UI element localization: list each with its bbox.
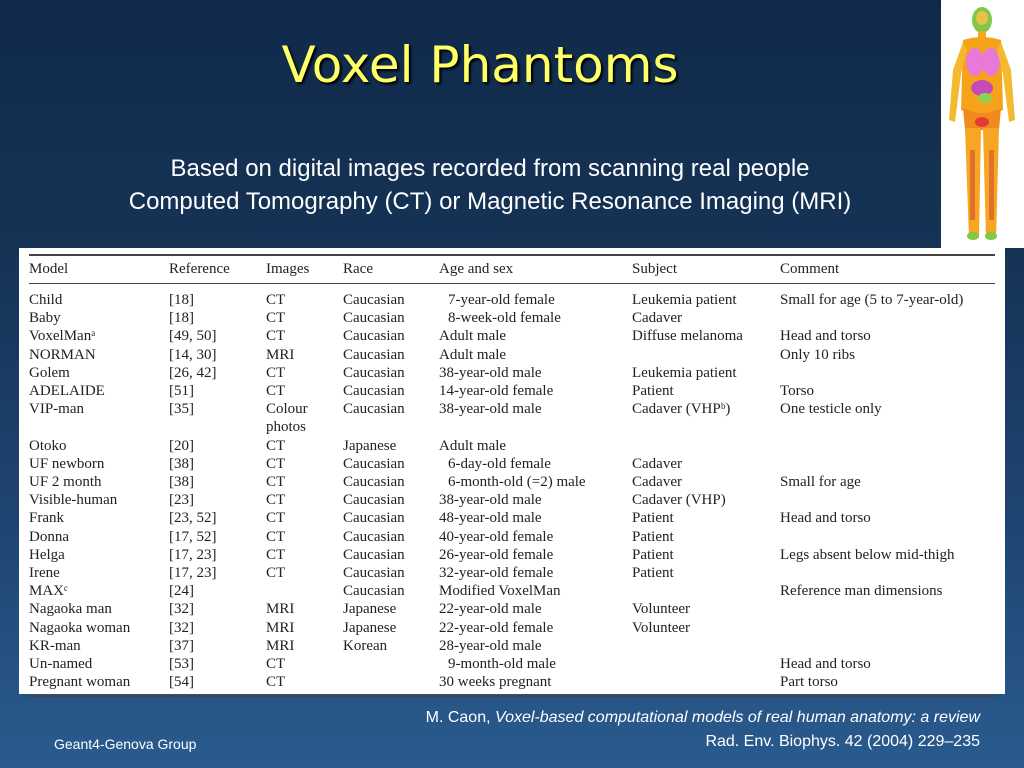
table-body xyxy=(29,284,995,697)
cell-model: UF newborn xyxy=(29,455,105,472)
voxel-phantom-image xyxy=(941,0,1024,248)
cell-comment xyxy=(780,637,995,655)
cell-comment xyxy=(780,364,995,382)
cell-reference: [26, 42] xyxy=(169,364,217,381)
cell-images: CT xyxy=(266,292,286,308)
table-header-row xyxy=(29,255,995,284)
table-row xyxy=(29,382,995,400)
cell-subject xyxy=(632,637,780,655)
cell-comment: One testicle only xyxy=(780,401,882,418)
cell-images: CT xyxy=(266,310,286,327)
cell-subject: Diffuse melanoma xyxy=(632,328,743,345)
cell-model: ADELAIDE xyxy=(29,383,105,400)
cell-comment xyxy=(780,455,995,473)
cell-model: MAXᶜ xyxy=(29,583,68,600)
cell-model: Otoko xyxy=(29,437,67,454)
cell-subject: Patient xyxy=(632,510,674,527)
cell-reference: [14, 30] xyxy=(169,346,217,363)
cell-subject: Volunteer xyxy=(632,619,691,636)
table-row xyxy=(29,364,995,382)
cell-comment xyxy=(780,564,995,582)
cell-reference: [23] xyxy=(169,492,194,509)
cell-images: MRI xyxy=(266,346,295,363)
cell-model: Pregnant woman xyxy=(29,673,169,696)
cell-race xyxy=(343,673,439,696)
cell-comment: Small for age (5 to 7-year-old) xyxy=(780,292,964,308)
cell-images: CT xyxy=(266,437,286,454)
table-row xyxy=(29,600,995,618)
table-row xyxy=(29,455,995,473)
cell-images xyxy=(266,582,343,600)
cell-reference: [38] xyxy=(169,474,194,491)
cell-model: Golem xyxy=(29,364,70,381)
col-header-images: Images xyxy=(266,255,343,284)
cell-subject xyxy=(632,437,780,455)
cell-race: Japanese xyxy=(343,619,397,636)
cell-reference: [32] xyxy=(169,619,194,636)
cell-model: Frank xyxy=(29,510,64,527)
phantom-table-panel xyxy=(19,248,1005,694)
cell-comment: Small for age xyxy=(780,474,861,491)
table-row xyxy=(29,619,995,637)
cell-subject: Patient xyxy=(632,565,674,582)
cell-images: CT xyxy=(266,528,286,545)
cell-subject xyxy=(632,582,780,600)
cell-race: Caucasian xyxy=(343,528,405,545)
cell-model: VIP-man xyxy=(29,401,84,418)
cell-subject: Cadaver (VHPᵇ) xyxy=(632,401,731,418)
cell-comment: Legs absent below mid-thigh xyxy=(780,546,955,563)
table-row xyxy=(29,528,995,546)
cell-reference: [32] xyxy=(169,601,194,618)
cell-images: CT xyxy=(266,510,286,527)
cell-model: VoxelManᵃ xyxy=(29,328,96,345)
cell-age-sex: Modified VoxelMan xyxy=(439,583,561,600)
cell-model: Irene xyxy=(29,565,60,582)
cell-age-sex: 30 weeks pregnant xyxy=(439,673,632,696)
cell-images: MRI xyxy=(266,637,295,654)
cell-race: Caucasian xyxy=(343,401,405,418)
table-row xyxy=(29,309,995,327)
cell-comment: Reference man dimensions xyxy=(780,583,943,600)
citation-journal: Rad. Env. Biophys. 42 (2004) 229–235 xyxy=(705,733,980,750)
cell-race: Caucasian xyxy=(343,328,405,345)
cell-subject xyxy=(632,673,780,696)
cell-subject: Patient xyxy=(632,383,674,400)
cell-race: Caucasian xyxy=(343,510,405,527)
cell-age-sex: 6-month-old (=2) male xyxy=(448,474,586,491)
cell-subject: Leukemia patient xyxy=(632,364,737,381)
cell-race: Caucasian xyxy=(343,455,405,472)
cell-comment xyxy=(780,309,995,327)
cell-reference: [17, 52] xyxy=(169,528,217,545)
table-row xyxy=(29,491,995,509)
cell-model: Child xyxy=(29,292,63,308)
cell-race: Japanese xyxy=(343,437,397,454)
cell-race: Japanese xyxy=(343,601,397,618)
cell-reference: [51] xyxy=(169,383,194,400)
cell-images: CT xyxy=(266,565,286,582)
citation-line-1 xyxy=(426,706,980,730)
col-header-age-sex: Age and sex xyxy=(439,255,632,284)
cell-race xyxy=(343,655,439,673)
table-row xyxy=(29,673,995,696)
cell-subject: Cadaver xyxy=(632,310,682,327)
cell-reference: [17, 23] xyxy=(169,565,217,582)
cell-reference: [24] xyxy=(169,583,194,600)
cell-age-sex: Adult male xyxy=(439,437,507,454)
cell-images: CT xyxy=(266,328,286,345)
cell-race: Korean xyxy=(343,637,388,654)
cell-subject: Patient xyxy=(632,528,674,545)
cell-comment xyxy=(780,437,995,455)
cell-comment: Head and torso xyxy=(780,510,871,527)
cell-age-sex: 32-year-old female xyxy=(439,565,554,582)
cell-age-sex: 14-year-old female xyxy=(439,383,554,400)
cell-race: Caucasian xyxy=(343,292,405,308)
cell-reference: [37] xyxy=(169,637,194,654)
cell-model: Nagaoka man xyxy=(29,601,112,618)
cell-race: Caucasian xyxy=(343,583,405,600)
cell-comment xyxy=(780,528,995,546)
cell-comment xyxy=(780,619,995,637)
citation xyxy=(426,706,980,754)
cell-model: Nagaoka woman xyxy=(29,619,131,636)
cell-age-sex: 8-week-old female xyxy=(448,310,561,327)
footer-group: Geant4-Genova Group xyxy=(54,736,197,752)
cell-race: Caucasian xyxy=(343,565,405,582)
citation-author: M. Caon, xyxy=(425,709,491,726)
cell-images: CT xyxy=(266,383,286,400)
col-header-subject: Subject xyxy=(632,255,780,284)
cell-subject: Patient xyxy=(632,546,674,563)
subtitle-line-1: Based on digital images recorded from scanning real people xyxy=(170,155,810,182)
cell-age-sex: 38-year-old male xyxy=(439,364,542,381)
cell-age-sex: Adult male xyxy=(439,328,507,345)
cell-model: Baby xyxy=(29,310,61,327)
cell-reference: [49, 50] xyxy=(169,328,217,345)
cell-reference: [20] xyxy=(169,437,194,454)
table-row xyxy=(29,400,995,436)
table-row xyxy=(29,473,995,491)
cell-images: CT xyxy=(266,492,286,509)
cell-subject xyxy=(632,655,780,673)
cell-model: NORMAN xyxy=(29,346,96,363)
table-row xyxy=(29,284,995,310)
table-row xyxy=(29,546,995,564)
cell-age-sex: 48-year-old male xyxy=(439,510,542,527)
cell-model: Visible-human xyxy=(29,492,118,509)
table-row xyxy=(29,327,995,345)
cell-images: Colour photos xyxy=(266,401,308,436)
cell-age-sex: 40-year-old female xyxy=(439,528,554,545)
cell-reference: [53] xyxy=(169,656,194,673)
cell-age-sex: 6-day-old female xyxy=(448,455,551,472)
cell-race: Caucasian xyxy=(343,346,405,363)
cell-images: MRI xyxy=(266,619,295,636)
cell-comment: Torso xyxy=(780,383,814,400)
cell-reference: [17, 23] xyxy=(169,546,217,563)
cell-model: Un-named xyxy=(29,656,93,673)
table-row xyxy=(29,582,995,600)
table-row xyxy=(29,509,995,527)
cell-subject xyxy=(632,346,780,364)
cell-reference: [18] xyxy=(169,310,194,327)
cell-subject: Cadaver (VHP) xyxy=(632,492,726,509)
cell-reference: [23, 52] xyxy=(169,510,217,527)
cell-reference: [35] xyxy=(169,401,194,418)
cell-race: Caucasian xyxy=(343,474,405,491)
cell-model: KR-man xyxy=(29,637,81,654)
cell-comment: Part torso xyxy=(780,673,995,696)
cell-comment: Only 10 ribs xyxy=(780,346,855,363)
slide-title: Voxel Phantoms xyxy=(281,36,679,94)
cell-race: Caucasian xyxy=(343,546,405,563)
cell-model: Donna xyxy=(29,528,69,545)
cell-age-sex: 38-year-old male xyxy=(439,492,542,509)
cell-age-sex: 7-year-old female xyxy=(448,292,555,308)
cell-age-sex: 38-year-old male xyxy=(439,401,542,418)
citation-title: Voxel-based computational models of real human anatomy: a review xyxy=(495,709,980,726)
col-header-model: Model xyxy=(29,255,169,284)
cell-comment: Head and torso xyxy=(780,656,871,673)
col-header-comment: Comment xyxy=(780,255,995,284)
table-row xyxy=(29,564,995,582)
table-row xyxy=(29,655,995,673)
cell-comment xyxy=(780,491,995,509)
cell-images: CT xyxy=(266,546,286,563)
subtitle-line-2: Computed Tomography (CT) or Magnetic Resonance Imaging (MRI) xyxy=(128,188,852,215)
cell-subject: Cadaver xyxy=(632,455,682,472)
cell-age-sex: 9-month-old male xyxy=(448,656,556,673)
cell-comment: Head and torso xyxy=(780,328,871,345)
cell-subject: Volunteer xyxy=(632,601,691,618)
cell-model: Helga xyxy=(29,546,65,563)
cell-age-sex: 28-year-old male xyxy=(439,637,542,654)
cell-race: Caucasian xyxy=(343,492,405,509)
table-row xyxy=(29,437,995,455)
cell-reference: [38] xyxy=(169,455,194,472)
cell-age-sex: 26-year-old female xyxy=(439,546,554,563)
cell-race: Caucasian xyxy=(343,364,405,381)
cell-subject: Leukemia patient xyxy=(632,292,737,308)
cell-race: Caucasian xyxy=(343,383,405,400)
phantom-table xyxy=(29,254,995,697)
cell-subject: Cadaver xyxy=(632,474,682,491)
cell-race: Caucasian xyxy=(343,310,405,327)
cell-reference: [18] xyxy=(169,292,194,308)
cell-images: CT xyxy=(266,673,343,696)
cell-age-sex: Adult male xyxy=(439,346,507,363)
col-header-race: Race xyxy=(343,255,439,284)
cell-age-sex: 22-year-old male xyxy=(439,601,542,618)
cell-images: MRI xyxy=(266,601,295,618)
cell-reference: [54] xyxy=(169,673,266,696)
cell-images: CT xyxy=(266,364,286,381)
col-header-reference: Reference xyxy=(169,255,266,284)
table-row xyxy=(29,346,995,364)
cell-comment xyxy=(780,600,995,618)
table-row xyxy=(29,637,995,655)
cell-age-sex: 22-year-old female xyxy=(439,619,554,636)
cell-images: CT xyxy=(266,656,286,673)
cell-images: CT xyxy=(266,455,286,472)
cell-images: CT xyxy=(266,474,286,491)
cell-model: UF 2 month xyxy=(29,474,102,491)
